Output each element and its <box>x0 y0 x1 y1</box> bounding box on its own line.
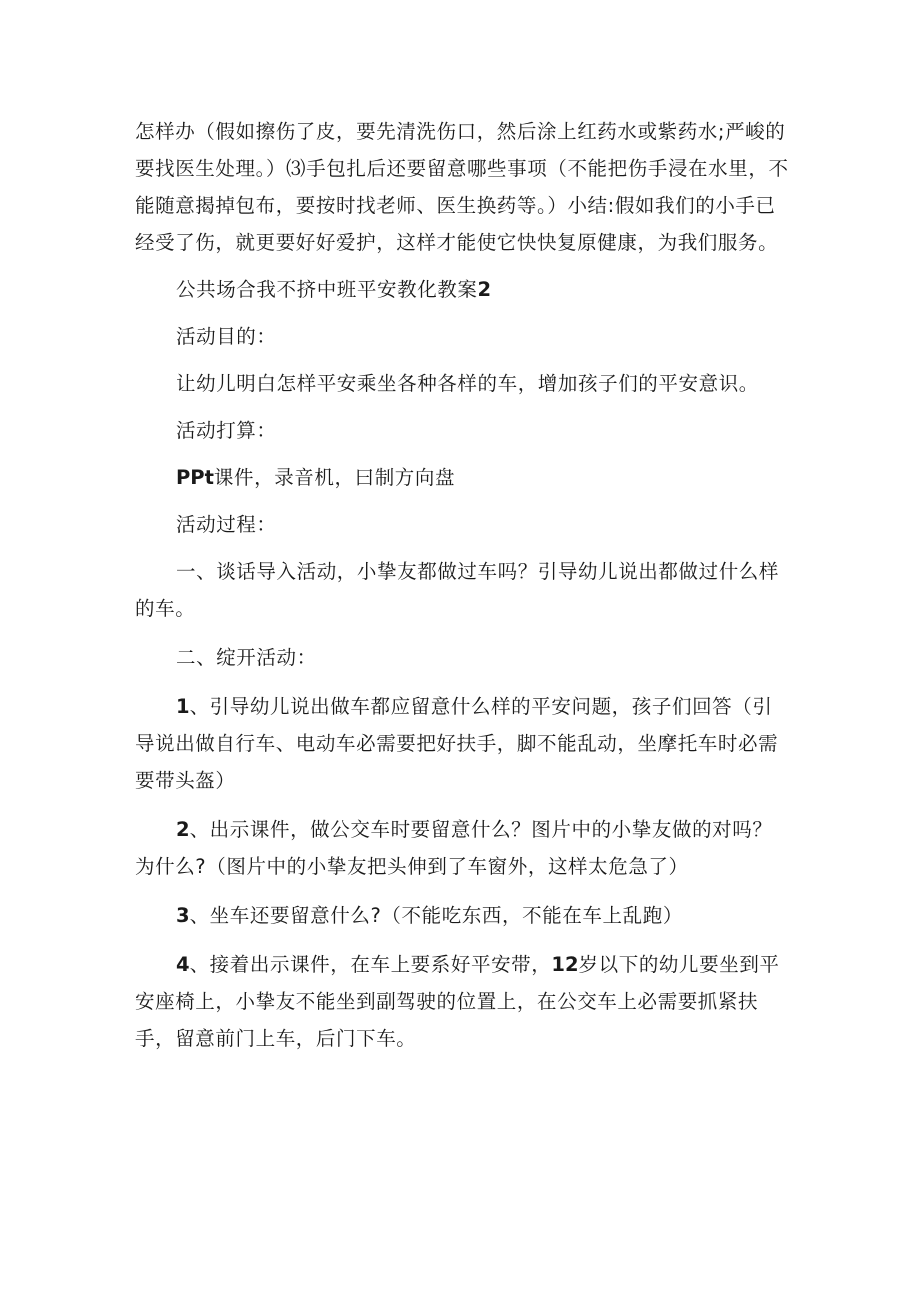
prep-label: 活动打算： <box>176 419 277 442</box>
list-item-4 <box>135 946 790 1057</box>
item-number: 4 <box>176 953 190 976</box>
section-heading <box>135 271 790 308</box>
heading-number: 2 <box>477 278 492 301</box>
list-item-1 <box>135 688 790 799</box>
prep-ppt: PPt <box>176 466 214 489</box>
prep-line <box>135 459 790 496</box>
process-label: 活动过程： <box>176 513 277 536</box>
goal-label: 活动目的： <box>176 325 277 348</box>
item-number: 2 <box>176 818 190 841</box>
item-text: 、引导幼儿说出做车都应留意什么样的平安问题，孩子们回答（引导说出做自行车、电动车必需要把好扶手，脚不能乱动，坐摩托车时必需要带头盔） <box>135 695 779 792</box>
item-text: 、坐车还要留意什么?（不能吃东西，不能在车上乱跑） <box>189 904 683 927</box>
heading-text: 公共场合我不挤中班平安教化教案 <box>176 278 478 301</box>
item-text: 岁以下的幼儿要坐到平安座椅上，小挚友不能坐到副驾驶的位置上，在公交车上必需要抓紧扶手，留意前门上车，后门下车。 <box>135 953 780 1050</box>
item-text: 、出示课件，做公交车时要留意什么？图片中的小挚友做的对吗？为什么?（图片中的小挚友把头伸到了车窗外，这样太危急了） <box>135 818 773 878</box>
item-text: 、接着出示课件，在车上要系好平安带， <box>189 953 552 976</box>
step-two: 二、绽开活动： <box>176 646 317 669</box>
document-body <box>135 113 790 1057</box>
list-item-2 <box>135 811 790 885</box>
prep-text: 课件，录音机，曰制方向盘 <box>213 466 456 489</box>
item-number: 3 <box>176 904 190 927</box>
item-number: 1 <box>176 695 190 718</box>
list-item-3 <box>135 897 790 934</box>
intro-paragraph: 怎样办（假如擦伤了皮，要先清洗伤口，然后涂上红药水或紫药水;严峻的要找医生处理。）⑶手包扎后还要留意哪些事项（不能把伤手浸在水里，不能随意揭掉包布，要按时找老师、医生换药等。）小结:假如我们的小手已经受了伤，就更要好好爱护，这样才能使它快快复原健康，为我们服务。 <box>135 120 789 254</box>
step-one: 一、谈话导入活动，小挚友都做过车吗？引导幼儿说出都做过什么样的车。 <box>135 560 780 620</box>
goal-text: 让幼儿明白怎样平安乘坐各种各样的车，增加孩子们的平安意识。 <box>176 372 759 395</box>
age-number: 12 <box>551 953 579 976</box>
